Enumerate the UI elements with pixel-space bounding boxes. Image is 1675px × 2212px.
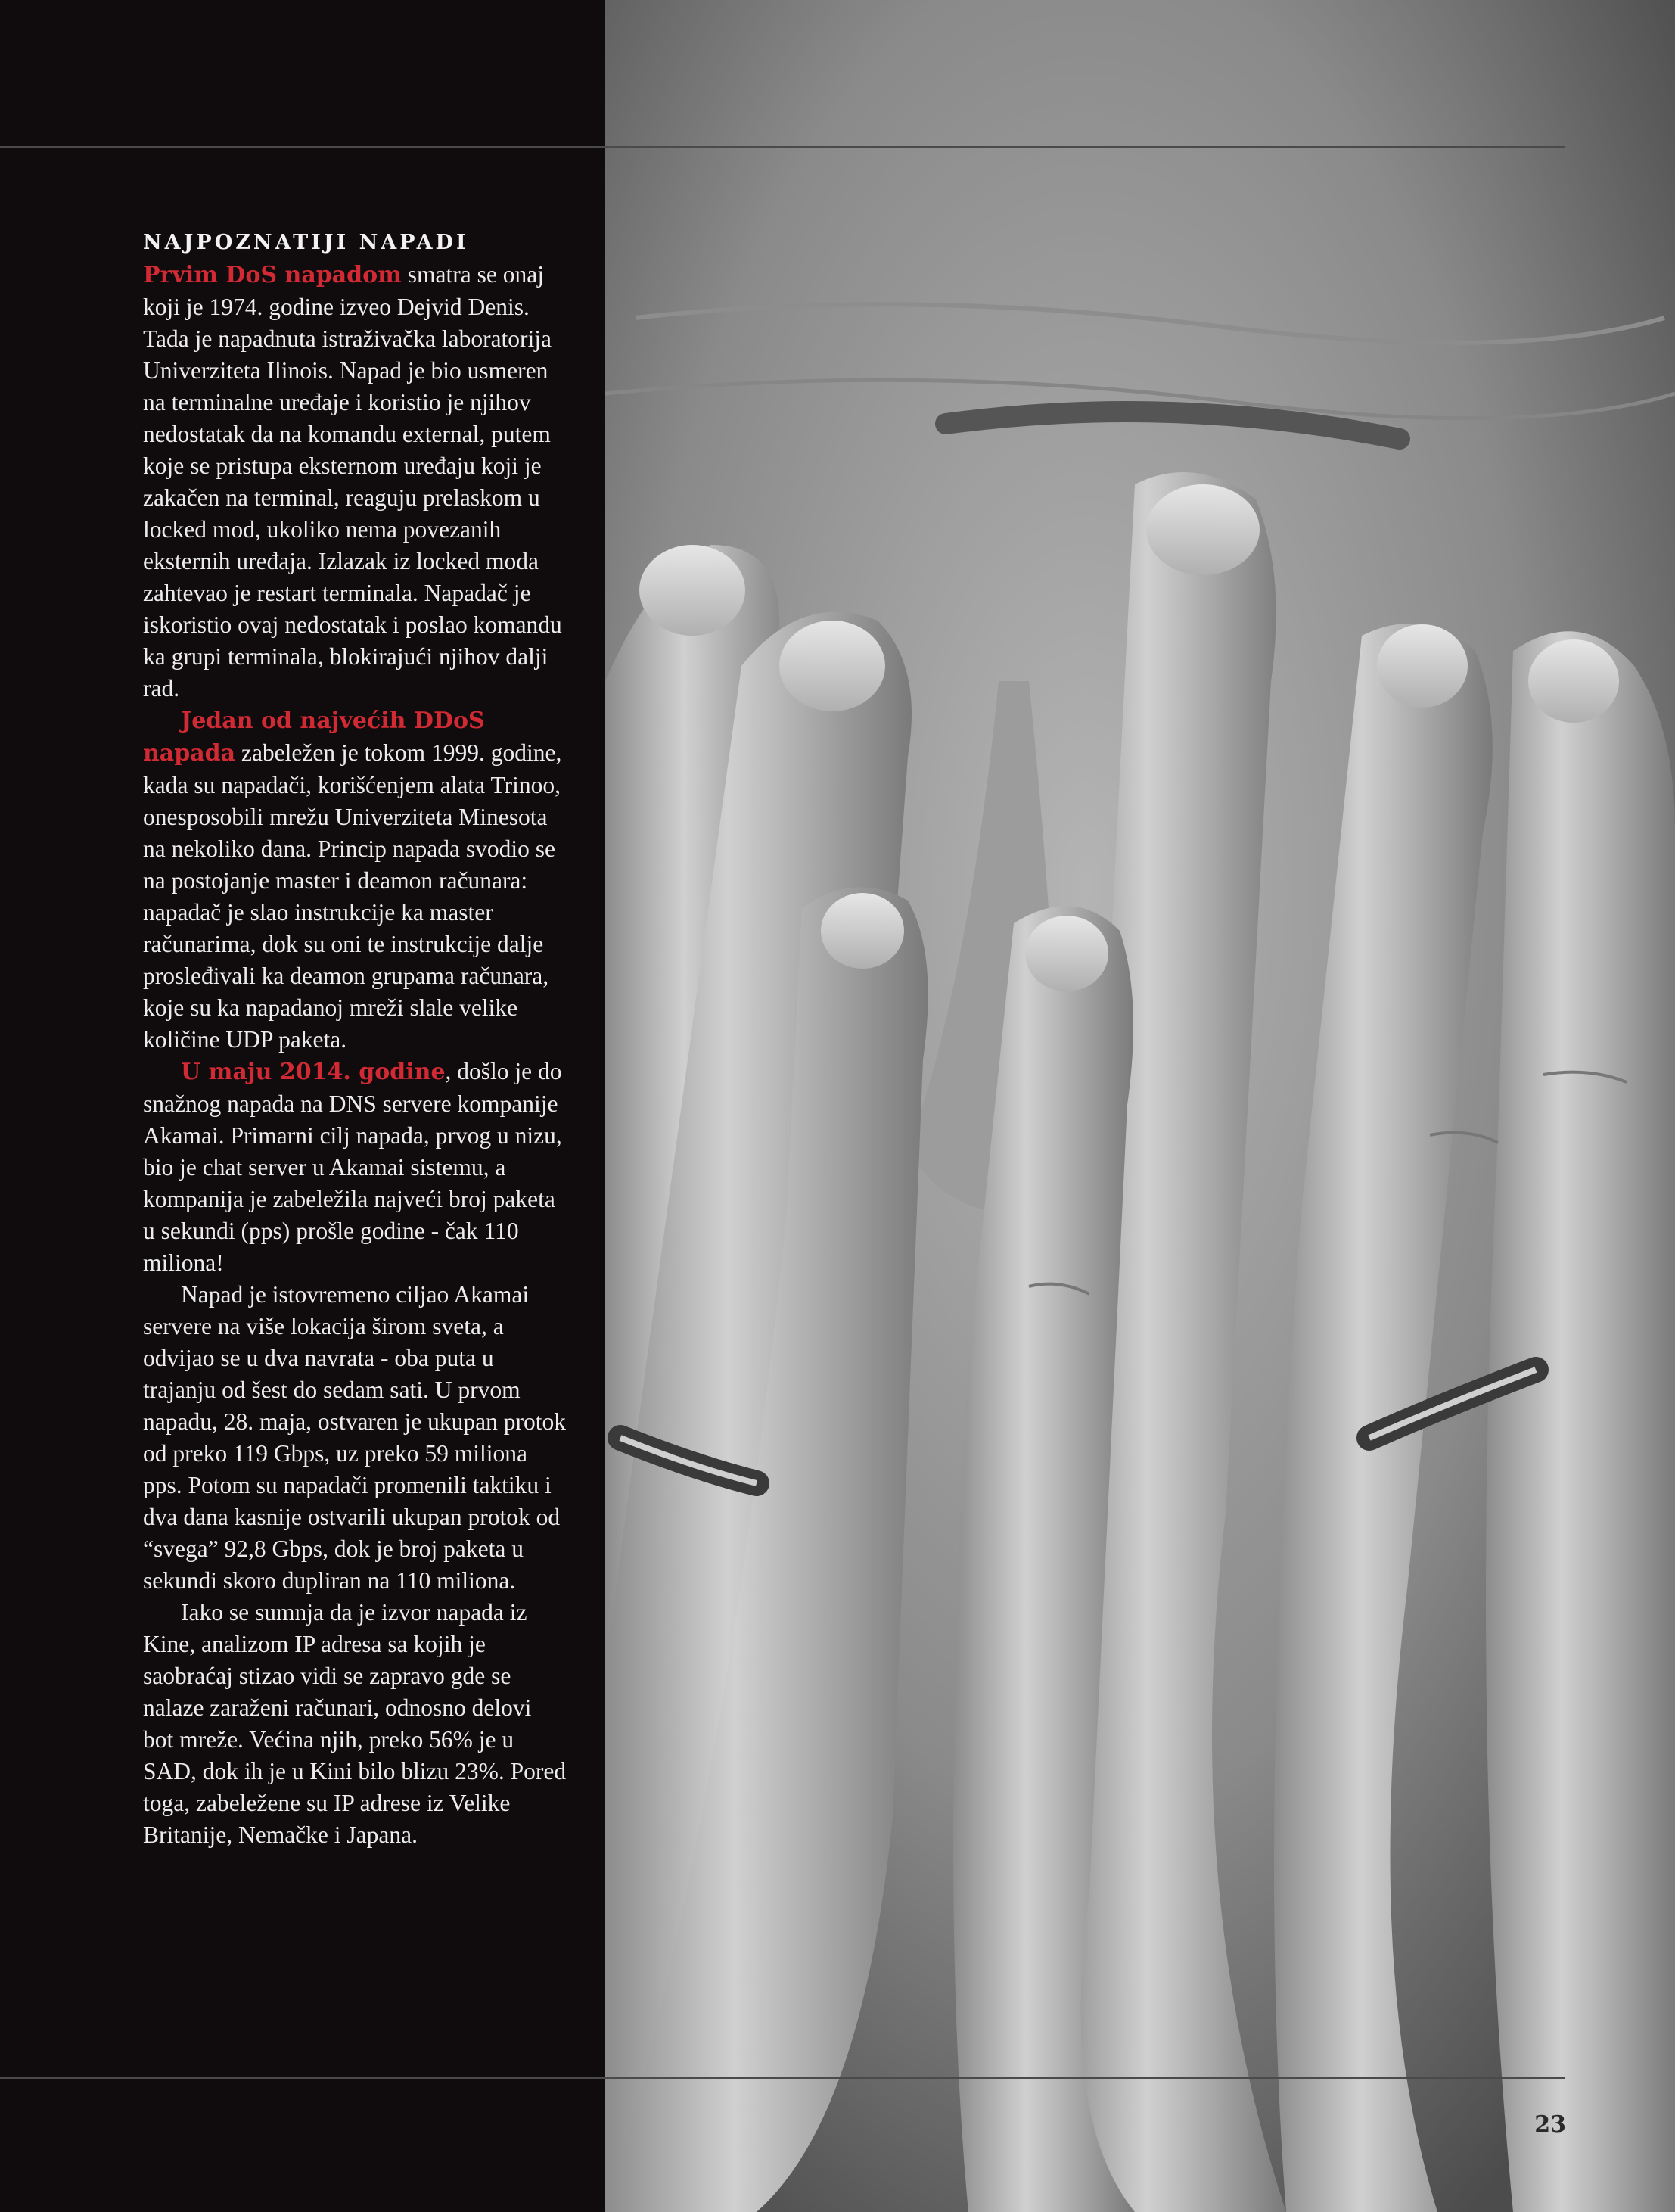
section-heading: NAJPOZNATIJI NAPADI	[143, 231, 469, 254]
paragraph-4	[143, 1279, 567, 1597]
article-column	[143, 227, 567, 1851]
paragraph-text: , došlo je do snažnog napada na DNS servere kompanije Akamai. Primarni cilj napada, prvog u nizu, bio je chat server u Akamai sistemu, a kompanija je zabeležila najveći broj paketa u sekundi (pps) prošle godine - čak 110 miliona!	[143, 1058, 562, 1276]
paragraph-text: Iako se sumnja da je izvor napada iz Kine, analizom IP adresa sa kojih je saobraćaj stizao vidi se zapravo gde se nalaze zaraženi računari, odnosno delovi bot mreže. Većina njih, preko 56% je u SAD, dok ih je u Kini bilo blizu 23%. Pored toga, zabeležene su IP adrese iz Velike Britanije, Nemačke i Japana.	[143, 1599, 567, 1848]
paragraph-text: Napad je istovremeno ciljao Akamai servere na više lokacija širom sveta, a odvijao se u dva navrata - oba puta u trajanju od šest do sedam sati. U prvom napadu, 28. maja, ostvaren je ukupan protok od preko 119 Gbps, uz preko 59 miliona pps. Potom su napadači promenili taktiku i dva dana kasnije ostvarili ukupan protok od “svega” 92,8 Gbps, dok je broj paketa u sekundi skoro dupliran na 110 miliona.	[143, 1281, 566, 1594]
paragraph-text: zabeležen je tokom 1999. godine, kada su napadači, korišćenjem alata Trinoo, onesposobili mrežu Univerziteta Minesota na nekoliko dana. Princip napada svodio se na postojanje master i deamon računara: napadač je slao instrukcije ka master računarima, dok su oni te instrukcije dalje prosleđivali ka deamon grupama računara, koje su ka napadanoj mreži slale velike količine UDP paketa.	[143, 739, 562, 1053]
paragraph-5	[143, 1597, 567, 1851]
paragraph-lead: Prvim DoS napadom	[143, 262, 402, 288]
page-number: 23	[1534, 2111, 1566, 2138]
paragraph-2	[143, 705, 567, 1056]
paragraph-text: smatra se onaj koji je 1974. godine izveo Dejvid Denis. Tada je napadnuta istraživačka laboratorija Univerziteta Ilinois. Napad je bio usmeren na terminalne uređaje i koristio je njihov nedostatak da na komandu external, putem koje se pristupa eksternom uređaju koji je zakačen na terminal, reaguju prelaskom u locked mod, ukoliko nema povezanih eksternih uređaja. Izlazak iz locked moda zahtevao je restart terminala. Napadač je iskoristio ovaj nedostatak i poslao komandu ka grupi terminala, blokirajući njihov dalji rad.	[143, 261, 562, 702]
photo-illustration	[605, 0, 1675, 2212]
paragraph-1	[143, 259, 567, 705]
paragraph-lead: U maju 2014. godine	[181, 1059, 446, 1085]
top-rule	[0, 146, 1565, 148]
hands-covering-face-photo	[605, 0, 1675, 2212]
paragraph-3	[143, 1056, 567, 1279]
bottom-rule	[0, 2077, 1565, 2079]
paragraph-lead: Jedan od najvećih DDoS napada	[143, 708, 485, 767]
